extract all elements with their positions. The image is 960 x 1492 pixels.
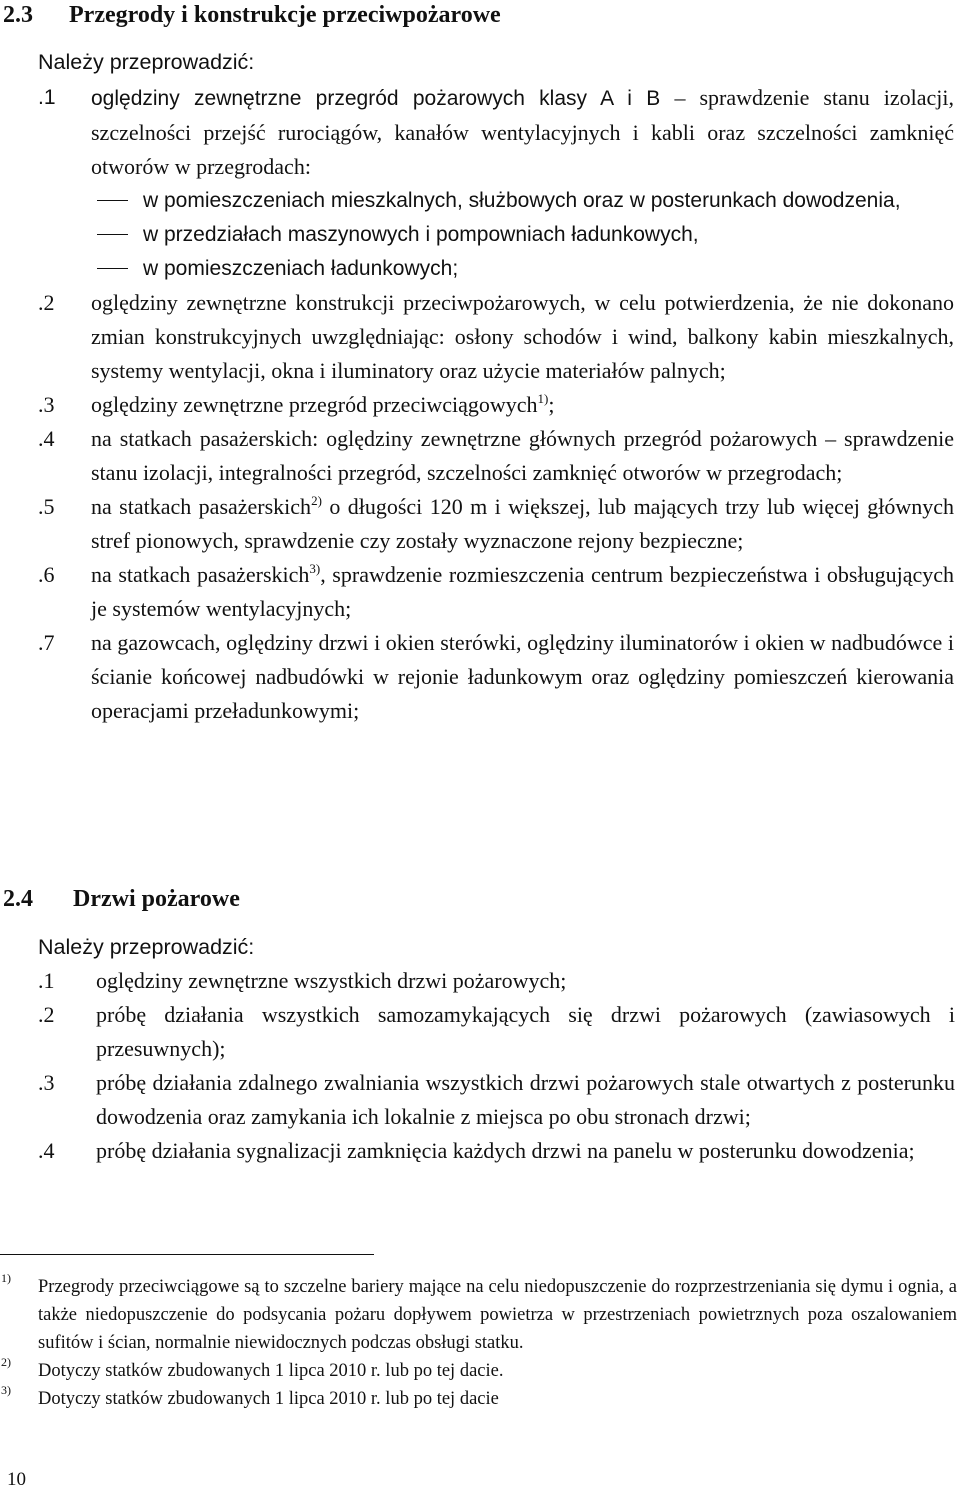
sub-list xyxy=(91,184,954,286)
section-2-3-list xyxy=(0,81,954,728)
item-text: sprawdzenie stanu izolacji, szczelności przejść rurociągów, kanałów wentylacyjnych i kabli oraz szczelności zamknięć otworów w przegrodach: xyxy=(91,85,954,179)
item-text: próbę działania sygnalizacji zamknięcia każdych drzwi na panelu w posterunku dowodzenia; xyxy=(96,1138,915,1163)
list-item xyxy=(0,81,954,286)
dash: – xyxy=(674,85,686,110)
footnote-ref: 1) xyxy=(537,391,549,406)
list-item xyxy=(0,388,954,422)
sub-item-text: w pomieszczeniach mieszkalnych, służbowych oraz w posterunkach dowodzenia, xyxy=(143,189,901,212)
item-text: oględziny zewnętrzne przegród przeciwciągowych xyxy=(91,392,538,417)
footnotes xyxy=(0,1273,960,1413)
section-2-4-heading xyxy=(3,884,240,914)
list-item xyxy=(0,1066,955,1134)
section-title: Drzwi pożarowe xyxy=(73,886,240,912)
footnote-ref: 3) xyxy=(309,561,321,576)
sub-item-text: w przedziałach maszynowych i pompowniach ładunkowych, xyxy=(143,223,699,246)
list-item xyxy=(0,964,955,998)
item-number: .2 xyxy=(38,1002,55,1027)
footnote xyxy=(0,1273,957,1357)
list-item xyxy=(0,286,954,388)
dash-bullet xyxy=(97,234,128,235)
dash-bullet xyxy=(97,200,128,201)
section-title: Przegrody i konstrukcje przeciwpożarowe xyxy=(69,2,501,28)
list-item xyxy=(0,422,954,490)
item-text: , sprawdzenie rozmieszczenia centrum bezpieczeństwa i obsługujących je systemów wentylacyjnych; xyxy=(91,562,955,621)
footnote-marker: 2) xyxy=(1,1355,11,1369)
item-number: .4 xyxy=(38,1138,55,1163)
item-number: .3 xyxy=(38,392,55,417)
section-number: 2.4 xyxy=(3,886,33,912)
item-text: próbę działania wszystkich samozamykających się drzwi pożarowych (zawiasowych i przesuwnych); xyxy=(96,1002,955,1061)
footnote-marker: 3) xyxy=(1,1383,11,1397)
footnote-separator xyxy=(0,1254,374,1255)
item-number: .5 xyxy=(38,494,55,519)
item-text: na gazowcach, oględziny drzwi i okien sterówki, oględziny iluminatorów i okien w nadbudówce i ścianie końcowej nadbudówki w rejonie ładunkowym oraz oględziny pomieszczeń kierowania operacjami przeładunkowymi; xyxy=(91,630,954,723)
item-text: na statkach pasażerskich xyxy=(91,494,312,519)
footnote xyxy=(0,1357,957,1385)
list-item xyxy=(0,626,954,728)
section-intro: Należy przeprowadzić: xyxy=(38,50,255,74)
section-intro: Należy przeprowadzić: xyxy=(38,935,255,959)
dash-bullet xyxy=(97,268,128,269)
list-item xyxy=(0,558,954,626)
list-item xyxy=(0,490,954,558)
sub-list-item xyxy=(91,252,954,286)
sub-item-text: w pomieszczeniach ładunkowych; xyxy=(143,257,459,280)
item-number: .7 xyxy=(38,630,55,655)
sub-list-item xyxy=(91,218,954,252)
item-number: .4 xyxy=(38,426,55,451)
section-2-3-heading xyxy=(3,0,501,30)
list-item xyxy=(0,1134,955,1168)
page-number: 10 xyxy=(7,1469,26,1490)
footnote-text: Przegrody przeciwciągowe są to szczelne bariery mające na celu niedopuszczenie do rozprzestrzeniania się dymu i ognia, a także niedopuszczenie do podsycania pożaru dopływem powietrza w przestrzeniach powietrznych poza oszalowaniem sufitów i ścian, normalnie niewidocznych podczas obsługi statku. xyxy=(38,1277,957,1353)
footnote-text: Dotyczy statków zbudowanych 1 lipca 2010 r. lub po tej dacie xyxy=(38,1389,499,1409)
footnote-ref: 2) xyxy=(311,493,322,508)
footnote xyxy=(0,1385,957,1413)
item-number: .6 xyxy=(38,562,55,587)
section-2-4-list xyxy=(0,964,955,1168)
item-text: oględziny zewnętrzne konstrukcji przeciwpożarowych, w celu potwierdzenia, że nie dokonano zmian konstrukcyjnych uwzględniając: osłony schodów i wind, balkony kabin mieszkalnych, systemy wentylacji, okna i iluminatory oraz użycie materiałów palnych; xyxy=(91,290,954,383)
item-number: .3 xyxy=(38,1070,55,1095)
footnote-text: Dotyczy statków zbudowanych 1 lipca 2010 r. lub po tej dacie. xyxy=(38,1361,504,1381)
item-text: na statkach pasażerskich xyxy=(91,562,310,587)
footnote-marker: 1) xyxy=(1,1271,11,1285)
item-text: oględziny zewnętrzne wszystkich drzwi pożarowych; xyxy=(96,968,567,993)
item-text: na statkach pasażerskich: oględziny zewnętrzne głównych przegród pożarowych – sprawdzenie stanu izolacji, integralności przegród, szczelności zamknięć otworów w przegrodach; xyxy=(91,426,954,485)
item-number: .1 xyxy=(38,968,55,993)
item-text: ; xyxy=(548,392,555,417)
section-number: 2.3 xyxy=(3,2,33,28)
list-item xyxy=(0,998,955,1066)
sub-list-item xyxy=(91,184,954,218)
item-number: .2 xyxy=(38,290,55,315)
item-number: .1 xyxy=(38,86,56,109)
item-text: próbę działania zdalnego zwalniania wszystkich drzwi pożarowych stale otwartych z posterunku dowodzenia oraz zamykania ich lokalnie z miejsca po obu stronach drzwi; xyxy=(96,1070,955,1129)
item-text: o długości 120 m i większej, lub mających trzy lub więcej głównych stref pionowych, sprawdzenie czy zostały wyznaczone rejony bezpieczne; xyxy=(91,494,954,553)
item-text: oględziny zewnętrzne przegród pożarowych klasy A i B xyxy=(91,87,675,110)
